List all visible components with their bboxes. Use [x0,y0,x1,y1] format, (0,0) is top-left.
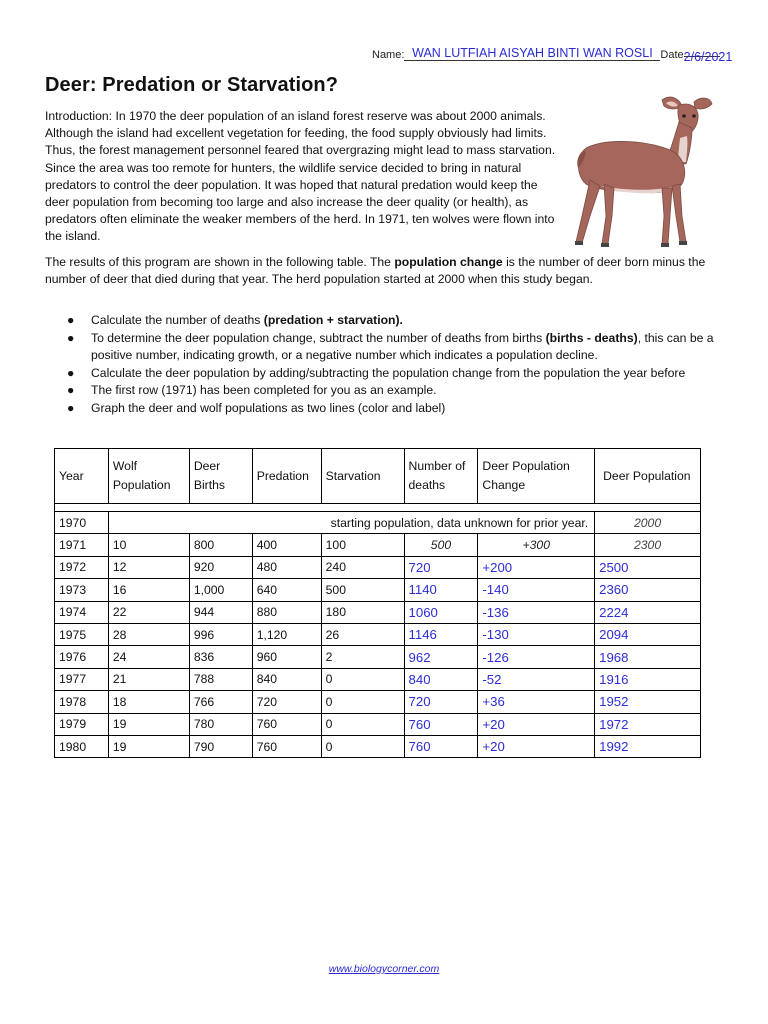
header-year: Year [55,449,109,504]
cell-starvation: 180 [321,601,404,623]
cell-predation: 960 [252,646,321,668]
header-predation: Predation [252,449,321,504]
cell-start-note: starting population, data unknown for prior year. [108,512,594,534]
cell-population[interactable]: 1972 [595,713,701,735]
cell-starvation: 240 [321,556,404,578]
table-row-1970 [55,512,701,534]
cell-deaths[interactable]: 760 [404,713,478,735]
cell-deaths[interactable]: 720 [404,691,478,713]
footer-link[interactable]: www.biologycorner.com [328,963,440,975]
cell-wolf: 28 [108,623,189,645]
instruction-text: To determine the deer population change, subtract the number of deaths from births [91,330,546,345]
instruction-bold: (births - deaths) [545,330,638,345]
cell-deaths[interactable]: 1140 [404,579,478,601]
cell-deaths: 500 [404,534,478,556]
cell-wolf: 12 [108,556,189,578]
table-row [55,691,701,713]
cell-predation: 400 [252,534,321,556]
instruction-item [45,312,735,330]
cell-starvation: 100 [321,534,404,556]
cell-births: 836 [189,646,252,668]
instruction-text: The first row (1971) has been completed for you as an example. [91,383,437,398]
results-text-1: The results of this program are shown in the following table. The [45,255,395,269]
cell-births: 996 [189,623,252,645]
date-field[interactable] [683,50,733,64]
cell-population[interactable]: 2360 [595,579,701,601]
cell-births: 766 [189,691,252,713]
cell-change[interactable]: +20 [478,735,595,757]
cell-population[interactable]: 2224 [595,601,701,623]
cell-population[interactable]: 2094 [595,623,701,645]
bullet-icon: ● [67,330,75,345]
cell-wolf: 18 [108,691,189,713]
cell-change[interactable]: +20 [478,713,595,735]
name-date-header [372,46,733,64]
cell-starvation: 0 [321,691,404,713]
cell-wolf: 19 [108,735,189,757]
instruction-item [45,382,735,400]
instruction-text: Calculate the deer population by adding/subtracting the population change from the population the year before [91,365,686,380]
cell-births: 944 [189,601,252,623]
name-field[interactable]: WAN LUTFIAH AISYAH BINTI WAN ROSLI [404,46,660,61]
table-header-row [55,449,701,504]
cell-wolf: 21 [108,668,189,690]
cell-predation: 640 [252,579,321,601]
cell-change[interactable]: -130 [478,623,595,645]
cell-year: 1976 [55,646,109,668]
header-starvation: Starvation [321,449,404,504]
cell-deaths[interactable]: 720 [404,556,478,578]
intro-paragraph: Introduction: In 1970 the deer population of an island forest reserve was about 2000 animals. Although the island had excellent vegetation for feeding, the food supply obviously had limits. Thus, the forest management personnel feared that overgrazing might lead to mass starvation. Since the area was too remote for hunters, the wildlife service decided to bring in natural predators to control the deer population. It was hoped that natural predation would keep the deer population from becoming too large and also increase the deer quality (or health), as predators often eliminate the weaker members of the herd. In 1971, ten wolves were flown into the island. [45,109,556,244]
instruction-bold: (predation + starvation). [263,313,403,327]
spacer-cell [55,504,701,512]
cell-population[interactable]: 1952 [595,691,701,713]
deer-illustration [566,92,716,250]
cell-change[interactable]: -140 [478,579,595,601]
cell-year: 1980 [55,735,109,757]
bullet-icon: ● [67,383,75,398]
bullet-icon: ● [67,400,75,415]
cell-year: 1979 [55,713,109,735]
cell-year: 1971 [55,534,109,556]
cell-predation: 760 [252,735,321,757]
cell-wolf: 19 [108,713,189,735]
bullet-icon: ● [67,365,75,380]
table-row-1971 [55,534,701,556]
cell-starvation: 26 [321,623,404,645]
page-title: Deer: Predation or Starvation? [45,74,339,96]
cell-population[interactable]: 1916 [595,668,701,690]
cell-deaths[interactable]: 1146 [404,623,478,645]
cell-predation: 840 [252,668,321,690]
cell-deaths[interactable]: 840 [404,668,478,690]
cell-wolf: 10 [108,534,189,556]
cell-wolf: 16 [108,579,189,601]
cell-change[interactable]: -126 [478,646,595,668]
table-row [55,668,701,690]
deer-data-table [54,448,701,758]
cell-births: 920 [189,556,252,578]
table-row [55,646,701,668]
cell-deaths[interactable]: 760 [404,735,478,757]
cell-population: 2000 [595,512,701,534]
cell-deaths[interactable]: 962 [404,646,478,668]
bullet-icon: ● [67,313,75,327]
cell-change[interactable]: -52 [478,668,595,690]
instruction-text-post: , this can be a positive number, indicating growth, or a negative number which indicates a population decline. [91,330,714,363]
cell-predation: 1,120 [252,623,321,645]
cell-predation: 480 [252,556,321,578]
results-paragraph [45,254,735,288]
table-row [55,713,701,735]
cell-starvation: 0 [321,735,404,757]
cell-change[interactable]: -136 [478,601,595,623]
cell-change: +300 [478,534,595,556]
cell-births: 790 [189,735,252,757]
table-row [55,601,701,623]
cell-change[interactable]: +200 [478,556,595,578]
table-row [55,735,701,757]
cell-births: 800 [189,534,252,556]
cell-year: 1975 [55,623,109,645]
instructions-list [45,312,735,418]
name-label: Name: [372,49,405,61]
cell-starvation: 2 [321,646,404,668]
results-text-2: is the number of deer born minus the number of deer that died during that year. The herd population started at 2000 when this study began. [45,255,706,287]
cell-year: 1972 [55,556,109,578]
cell-starvation: 500 [321,579,404,601]
header-deer-population: Deer Population [595,449,701,504]
instruction-text: Calculate the number of deaths [91,313,264,327]
header-number-of-deaths: Number of deaths [404,449,478,504]
header-deer-population-change: Deer Population Change [478,449,595,504]
table-spacer [55,504,701,512]
date-value: 2/6/2021 [683,50,733,64]
cell-starvation: 0 [321,713,404,735]
cell-year: 1970 [55,512,109,534]
date-label: Date [660,49,684,61]
cell-births: 788 [189,668,252,690]
cell-predation: 720 [252,691,321,713]
table-row [55,556,701,578]
cell-births: 1,000 [189,579,252,601]
cell-wolf: 22 [108,601,189,623]
cell-population: 2300 [595,534,701,556]
instruction-item [45,400,735,418]
cell-change[interactable]: +36 [478,691,595,713]
cell-year: 1977 [55,668,109,690]
table-row [55,579,701,601]
cell-year: 1978 [55,691,109,713]
header-wolf-population: Wolf Population [108,449,189,504]
cell-wolf: 24 [108,646,189,668]
cell-deaths[interactable]: 1060 [404,601,478,623]
cell-year: 1974 [55,601,109,623]
instruction-text: Graph the deer and wolf populations as two lines (color and label) [91,400,446,415]
cell-population[interactable]: 1992 [595,735,701,757]
instruction-item [45,330,735,365]
cell-year: 1973 [55,579,109,601]
instruction-item [45,365,735,383]
cell-population[interactable]: 2500 [595,556,701,578]
cell-births: 780 [189,713,252,735]
header-deer-births: Deer Births [189,449,252,504]
table-row [55,623,701,645]
results-bold: population change [394,255,503,269]
cell-starvation: 0 [321,668,404,690]
cell-population[interactable]: 1968 [595,646,701,668]
cell-predation: 760 [252,713,321,735]
cell-predation: 880 [252,601,321,623]
